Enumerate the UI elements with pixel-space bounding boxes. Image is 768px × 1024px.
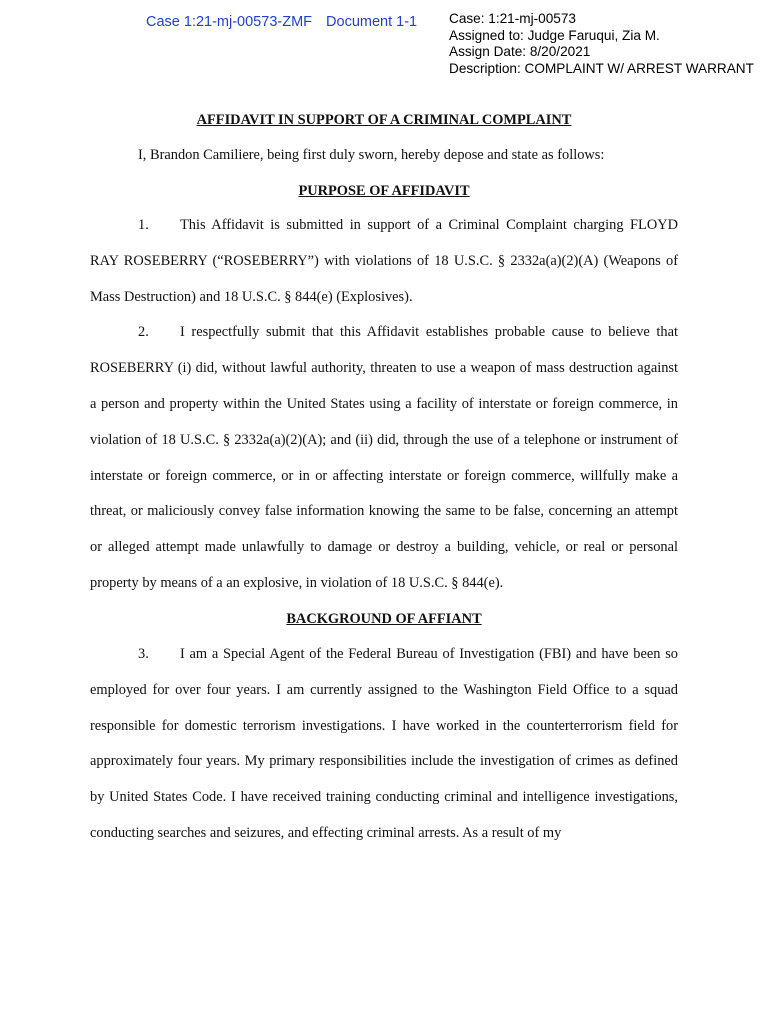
case-number: Case: 1:21-mj-00573 bbox=[449, 11, 576, 26]
paragraph-text: I respectfully submit that this Affidavit establishes probable cause to believe that ROSEBERRY (i) did, without lawful authority, threaten to use a weapon of mass destruction against a person and property within the United States using a facility of interstate or foreign commerce, in violation of 18 U.S.C. § 2332a(a)(2)(A); and (ii) did, through the use of a telephone or instrument of interstate or foreign commerce, or in or affecting interstate or foreign commerce, willfully make a threat, or maliciously convey false information knowing the same to be false, concerning an attempt or alleged attempt made unlawfully to damage or destroy a building, vehicle, or real or personal property by means of a an explosive, in violation of 18 U.S.C. § 844(e). bbox=[90, 324, 678, 591]
paragraph-number: 1. bbox=[138, 217, 149, 233]
paragraph-2 bbox=[90, 315, 678, 601]
paragraph-text: This Affidavit is submitted in support of a Criminal Complaint charging FLOYD RAY ROSEBERRY (“ROSEBERRY”) with violations of 18 U.S.C. § 2332a(a)(2)(A) (Weapons of Mass Destruction) and 18 U.S.C. § 844(e) (Explosives). bbox=[90, 217, 678, 305]
document-stamp: Document 1-1 bbox=[326, 14, 418, 30]
case-description: Description: COMPLAINT W/ ARREST WARRANT bbox=[449, 60, 754, 76]
court-filing-stamp bbox=[146, 14, 427, 30]
section-background bbox=[90, 637, 678, 852]
paragraph-1 bbox=[90, 208, 678, 315]
assign-date: Assign Date: 8/20/2021 bbox=[449, 44, 591, 59]
paragraph-3 bbox=[90, 637, 678, 852]
document-title: AFFIDAVIT IN SUPPORT OF A CRIMINAL COMPLAINT bbox=[196, 112, 572, 128]
section-heading-background: BACKGROUND OF AFFIANT bbox=[286, 611, 482, 627]
paragraph-number: 3. bbox=[138, 646, 149, 662]
case-stamp: Case 1:21-mj-00573-ZMF bbox=[146, 14, 312, 30]
assigned-to: Assigned to: Judge Faruqui, Zia M. bbox=[449, 27, 660, 43]
paragraph-text: I am a Special Agent of the Federal Bureau of Investigation (FBI) and have been so employed for over four years. I am currently assigned to the Washington Field Office to a squad responsible for domestic terrorism investigations. I have worked in the counterterrorism field for approximately four years. My primary responsibilities include the investigation of crimes as defined by United States Code. I have received training conducting criminal and intelligence investigations, conducting searches and seizures, and effecting criminal arrests. As a result of my bbox=[90, 646, 678, 841]
case-info-block bbox=[449, 11, 754, 77]
section-heading-purpose: PURPOSE OF AFFIDAVIT bbox=[298, 183, 470, 199]
paragraph-number: 2. bbox=[138, 324, 149, 341]
section-purpose bbox=[90, 208, 678, 602]
intro-statement: I, Brandon Camiliere, being first duly sworn, hereby depose and state as follows: bbox=[138, 147, 605, 163]
